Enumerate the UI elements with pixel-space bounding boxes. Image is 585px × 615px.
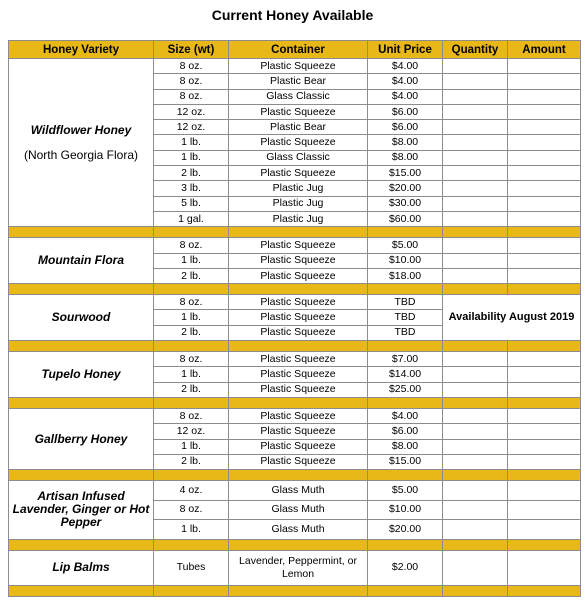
spacer-row: [9, 470, 581, 481]
spacer-cell: [443, 397, 508, 408]
container-cell: Plastic Squeeze: [229, 352, 368, 367]
container-cell: Plastic Squeeze: [229, 454, 368, 469]
spacer-row: [9, 585, 581, 596]
table-body: [9, 59, 581, 597]
quantity-cell[interactable]: [443, 352, 508, 367]
spacer-cell: [9, 397, 154, 408]
quantity-cell[interactable]: [443, 59, 508, 74]
container-cell: Plastic Squeeze: [229, 295, 368, 310]
size-cell: 2 lb.: [154, 382, 229, 397]
amount-cell: [508, 500, 581, 520]
size-cell: 1 lb.: [154, 310, 229, 325]
unit-price-cell: $4.00: [368, 89, 443, 104]
amount-cell: [508, 59, 581, 74]
size-cell: 8 oz.: [154, 500, 229, 520]
amount-cell: [508, 135, 581, 150]
spacer-cell: [508, 341, 581, 352]
size-cell: 8 oz.: [154, 89, 229, 104]
quantity-cell[interactable]: [443, 268, 508, 283]
honey-variety-name: Mountain Flora: [38, 253, 124, 268]
unit-price-cell: $5.00: [368, 481, 443, 501]
unit-price-cell: $20.00: [368, 181, 443, 196]
unit-price-cell: $4.00: [368, 74, 443, 89]
quantity-cell[interactable]: [443, 196, 508, 211]
unit-price-cell: $20.00: [368, 520, 443, 540]
unit-price-cell: $6.00: [368, 104, 443, 119]
quantity-cell[interactable]: [443, 550, 508, 585]
size-cell: 12 oz.: [154, 120, 229, 135]
container-cell: Glass Muth: [229, 520, 368, 540]
spacer-cell: [368, 227, 443, 238]
amount-cell: [508, 424, 581, 439]
spacer-cell: [368, 284, 443, 295]
amount-cell: [508, 439, 581, 454]
amount-cell: [508, 481, 581, 501]
spacer-cell: [229, 397, 368, 408]
table-row: [9, 238, 581, 253]
header-unit-price: Unit Price: [368, 41, 443, 59]
container-cell: Glass Muth: [229, 500, 368, 520]
container-cell: Plastic Squeeze: [229, 166, 368, 181]
size-cell: 2 lb.: [154, 268, 229, 283]
quantity-cell[interactable]: [443, 181, 508, 196]
unit-price-cell: TBD: [368, 325, 443, 340]
spacer-cell: [229, 284, 368, 295]
header-amount: Amount: [508, 41, 581, 59]
container-cell: Plastic Squeeze: [229, 424, 368, 439]
container-cell: Plastic Jug: [229, 196, 368, 211]
amount-cell: [508, 196, 581, 211]
spacer-cell: [229, 341, 368, 352]
unit-price-cell: $7.00: [368, 352, 443, 367]
spacer-cell: [368, 585, 443, 596]
spacer-cell: [9, 341, 154, 352]
quantity-cell[interactable]: [443, 454, 508, 469]
spacer-row: [9, 227, 581, 238]
header-container: Container: [229, 41, 368, 59]
size-cell: 12 oz.: [154, 104, 229, 119]
container-cell: Plastic Bear: [229, 74, 368, 89]
unit-price-cell: $6.00: [368, 424, 443, 439]
spacer-cell: [443, 284, 508, 295]
container-cell: Plastic Squeeze: [229, 325, 368, 340]
size-cell: 1 gal.: [154, 211, 229, 226]
table-row: [9, 550, 581, 585]
spacer-cell: [9, 284, 154, 295]
unit-price-cell: $30.00: [368, 196, 443, 211]
container-cell: Plastic Squeeze: [229, 408, 368, 423]
quantity-cell[interactable]: [443, 520, 508, 540]
size-cell: 2 lb.: [154, 325, 229, 340]
spacer-cell: [154, 470, 229, 481]
header-row: [9, 41, 581, 59]
amount-cell: [508, 550, 581, 585]
spacer-cell: [229, 585, 368, 596]
amount-cell: [508, 211, 581, 226]
table-row: [9, 481, 581, 501]
unit-price-cell: $2.00: [368, 550, 443, 585]
header-quantity: Quantity: [443, 41, 508, 59]
table-row: [9, 295, 581, 310]
container-cell: Plastic Squeeze: [229, 268, 368, 283]
container-cell: Plastic Squeeze: [229, 135, 368, 150]
container-cell: Plastic Squeeze: [229, 238, 368, 253]
amount-cell: [508, 520, 581, 540]
honey-variety-cell: [9, 59, 154, 227]
amount-cell: [508, 238, 581, 253]
quantity-cell[interactable]: [443, 150, 508, 165]
unit-price-cell: TBD: [368, 295, 443, 310]
amount-cell: [508, 253, 581, 268]
amount-cell: [508, 166, 581, 181]
spacer-row: [9, 539, 581, 550]
container-cell: Plastic Squeeze: [229, 59, 368, 74]
size-cell: 12 oz.: [154, 424, 229, 439]
size-cell: 8 oz.: [154, 59, 229, 74]
spacer-cell: [368, 470, 443, 481]
unit-price-cell: $60.00: [368, 211, 443, 226]
amount-cell: [508, 367, 581, 382]
quantity-cell[interactable]: [443, 135, 508, 150]
page-title: Current Honey Available: [211, 7, 374, 23]
quantity-cell[interactable]: [443, 120, 508, 135]
quantity-cell[interactable]: [443, 367, 508, 382]
size-cell: 8 oz.: [154, 295, 229, 310]
spacer-cell: [154, 227, 229, 238]
spacer-cell: [508, 539, 581, 550]
container-cell: Glass Classic: [229, 150, 368, 165]
table-row: [9, 408, 581, 423]
spacer-cell: [229, 539, 368, 550]
unit-price-cell: $8.00: [368, 439, 443, 454]
honey-variety-cell: [9, 238, 154, 284]
size-cell: 3 lb.: [154, 181, 229, 196]
quantity-cell[interactable]: [443, 74, 508, 89]
spacer-cell: [443, 585, 508, 596]
spacer-cell: [368, 539, 443, 550]
container-cell: Plastic Squeeze: [229, 439, 368, 454]
size-cell: Tubes: [154, 550, 229, 585]
honey-variety-name: Artisan Infused Lavender, Ginger or Hot Pepper: [12, 489, 150, 530]
spacer-cell: [443, 341, 508, 352]
size-cell: 8 oz.: [154, 238, 229, 253]
size-cell: 2 lb.: [154, 166, 229, 181]
unit-price-cell: $4.00: [368, 59, 443, 74]
unit-price-cell: $6.00: [368, 120, 443, 135]
honey-variety-name: Wildflower Honey: [30, 122, 132, 137]
container-cell: Glass Muth: [229, 481, 368, 501]
container-cell: Lavender, Peppermint, or Lemon: [229, 550, 368, 585]
quantity-cell[interactable]: [443, 211, 508, 226]
honey-variety-name: Lip Balms: [52, 560, 110, 575]
container-cell: Plastic Squeeze: [229, 382, 368, 397]
unit-price-cell: $4.00: [368, 408, 443, 423]
unit-price-cell: $10.00: [368, 500, 443, 520]
spacer-cell: [443, 227, 508, 238]
unit-price-cell: $10.00: [368, 253, 443, 268]
amount-cell: [508, 408, 581, 423]
quantity-cell[interactable]: [443, 382, 508, 397]
spacer-cell: [229, 227, 368, 238]
size-cell: 1 lb.: [154, 150, 229, 165]
quantity-cell[interactable]: [443, 424, 508, 439]
size-cell: 1 lb.: [154, 439, 229, 454]
unit-price-cell: $15.00: [368, 166, 443, 181]
spacer-cell: [368, 397, 443, 408]
spacer-cell: [154, 341, 229, 352]
container-cell: Plastic Jug: [229, 181, 368, 196]
quantity-cell[interactable]: [443, 481, 508, 501]
amount-cell: [508, 89, 581, 104]
header-honey-variety: Honey Variety: [9, 41, 154, 59]
size-cell: 1 lb.: [154, 253, 229, 268]
spacer-cell: [154, 539, 229, 550]
size-cell: 1 lb.: [154, 367, 229, 382]
honey-variety-subtitle: (North Georgia Flora): [23, 147, 139, 162]
size-cell: 2 lb.: [154, 454, 229, 469]
spacer-cell: [154, 284, 229, 295]
spacer-cell: [508, 227, 581, 238]
container-cell: Plastic Squeeze: [229, 104, 368, 119]
quantity-cell[interactable]: [443, 253, 508, 268]
quantity-cell[interactable]: [443, 408, 508, 423]
quantity-cell[interactable]: [443, 500, 508, 520]
size-cell: 8 oz.: [154, 74, 229, 89]
container-cell: Plastic Squeeze: [229, 367, 368, 382]
unit-price-cell: $8.00: [368, 135, 443, 150]
honey-price-table: [8, 40, 581, 597]
quantity-cell[interactable]: [443, 166, 508, 181]
quantity-cell[interactable]: [443, 104, 508, 119]
size-cell: 1 lb.: [154, 520, 229, 540]
spacer-row: [9, 341, 581, 352]
unit-price-cell: $15.00: [368, 454, 443, 469]
amount-cell: [508, 268, 581, 283]
honey-variety-cell: [9, 550, 154, 585]
container-cell: Plastic Squeeze: [229, 253, 368, 268]
spacer-cell: [508, 284, 581, 295]
spacer-cell: [368, 341, 443, 352]
honey-variety-cell: [9, 481, 154, 540]
honey-variety-cell: [9, 295, 154, 341]
spacer-cell: [154, 397, 229, 408]
table-row: [9, 59, 581, 74]
spacer-cell: [508, 585, 581, 596]
size-cell: 8 oz.: [154, 352, 229, 367]
header-size: Size (wt): [154, 41, 229, 59]
spacer-cell: [9, 470, 154, 481]
size-cell: 4 oz.: [154, 481, 229, 501]
spacer-cell: [229, 470, 368, 481]
unit-price-cell: TBD: [368, 310, 443, 325]
container-cell: Plastic Bear: [229, 120, 368, 135]
quantity-cell[interactable]: [443, 89, 508, 104]
table-row: [9, 352, 581, 367]
spacer-cell: [154, 585, 229, 596]
honey-variety-name: Gallberry Honey: [34, 431, 128, 446]
amount-cell: [508, 150, 581, 165]
spacer-row: [9, 397, 581, 408]
amount-cell: [508, 104, 581, 119]
availability-note: Availability August 2019: [443, 295, 581, 341]
quantity-cell[interactable]: [443, 238, 508, 253]
spacer-cell: [443, 470, 508, 481]
amount-cell: [508, 120, 581, 135]
amount-cell: [508, 352, 581, 367]
container-cell: Glass Classic: [229, 89, 368, 104]
quantity-cell[interactable]: [443, 439, 508, 454]
container-cell: Plastic Squeeze: [229, 310, 368, 325]
spacer-cell: [508, 397, 581, 408]
amount-cell: [508, 181, 581, 196]
size-cell: 5 lb.: [154, 196, 229, 211]
amount-cell: [508, 454, 581, 469]
size-cell: 1 lb.: [154, 135, 229, 150]
spacer-cell: [508, 470, 581, 481]
spacer-row: [9, 284, 581, 295]
size-cell: 8 oz.: [154, 408, 229, 423]
container-cell: Plastic Jug: [229, 211, 368, 226]
unit-price-cell: $18.00: [368, 268, 443, 283]
honey-variety-cell: [9, 408, 154, 469]
spacer-cell: [9, 227, 154, 238]
amount-cell: [508, 74, 581, 89]
spacer-cell: [9, 539, 154, 550]
spacer-cell: [443, 539, 508, 550]
spacer-cell: [9, 585, 154, 596]
honey-variety-name: Sourwood: [51, 310, 111, 325]
honey-variety-cell: [9, 352, 154, 398]
unit-price-cell: $25.00: [368, 382, 443, 397]
unit-price-cell: $5.00: [368, 238, 443, 253]
unit-price-cell: $8.00: [368, 150, 443, 165]
unit-price-cell: $14.00: [368, 367, 443, 382]
honey-variety-name: Tupelo Honey: [41, 366, 121, 381]
amount-cell: [508, 382, 581, 397]
